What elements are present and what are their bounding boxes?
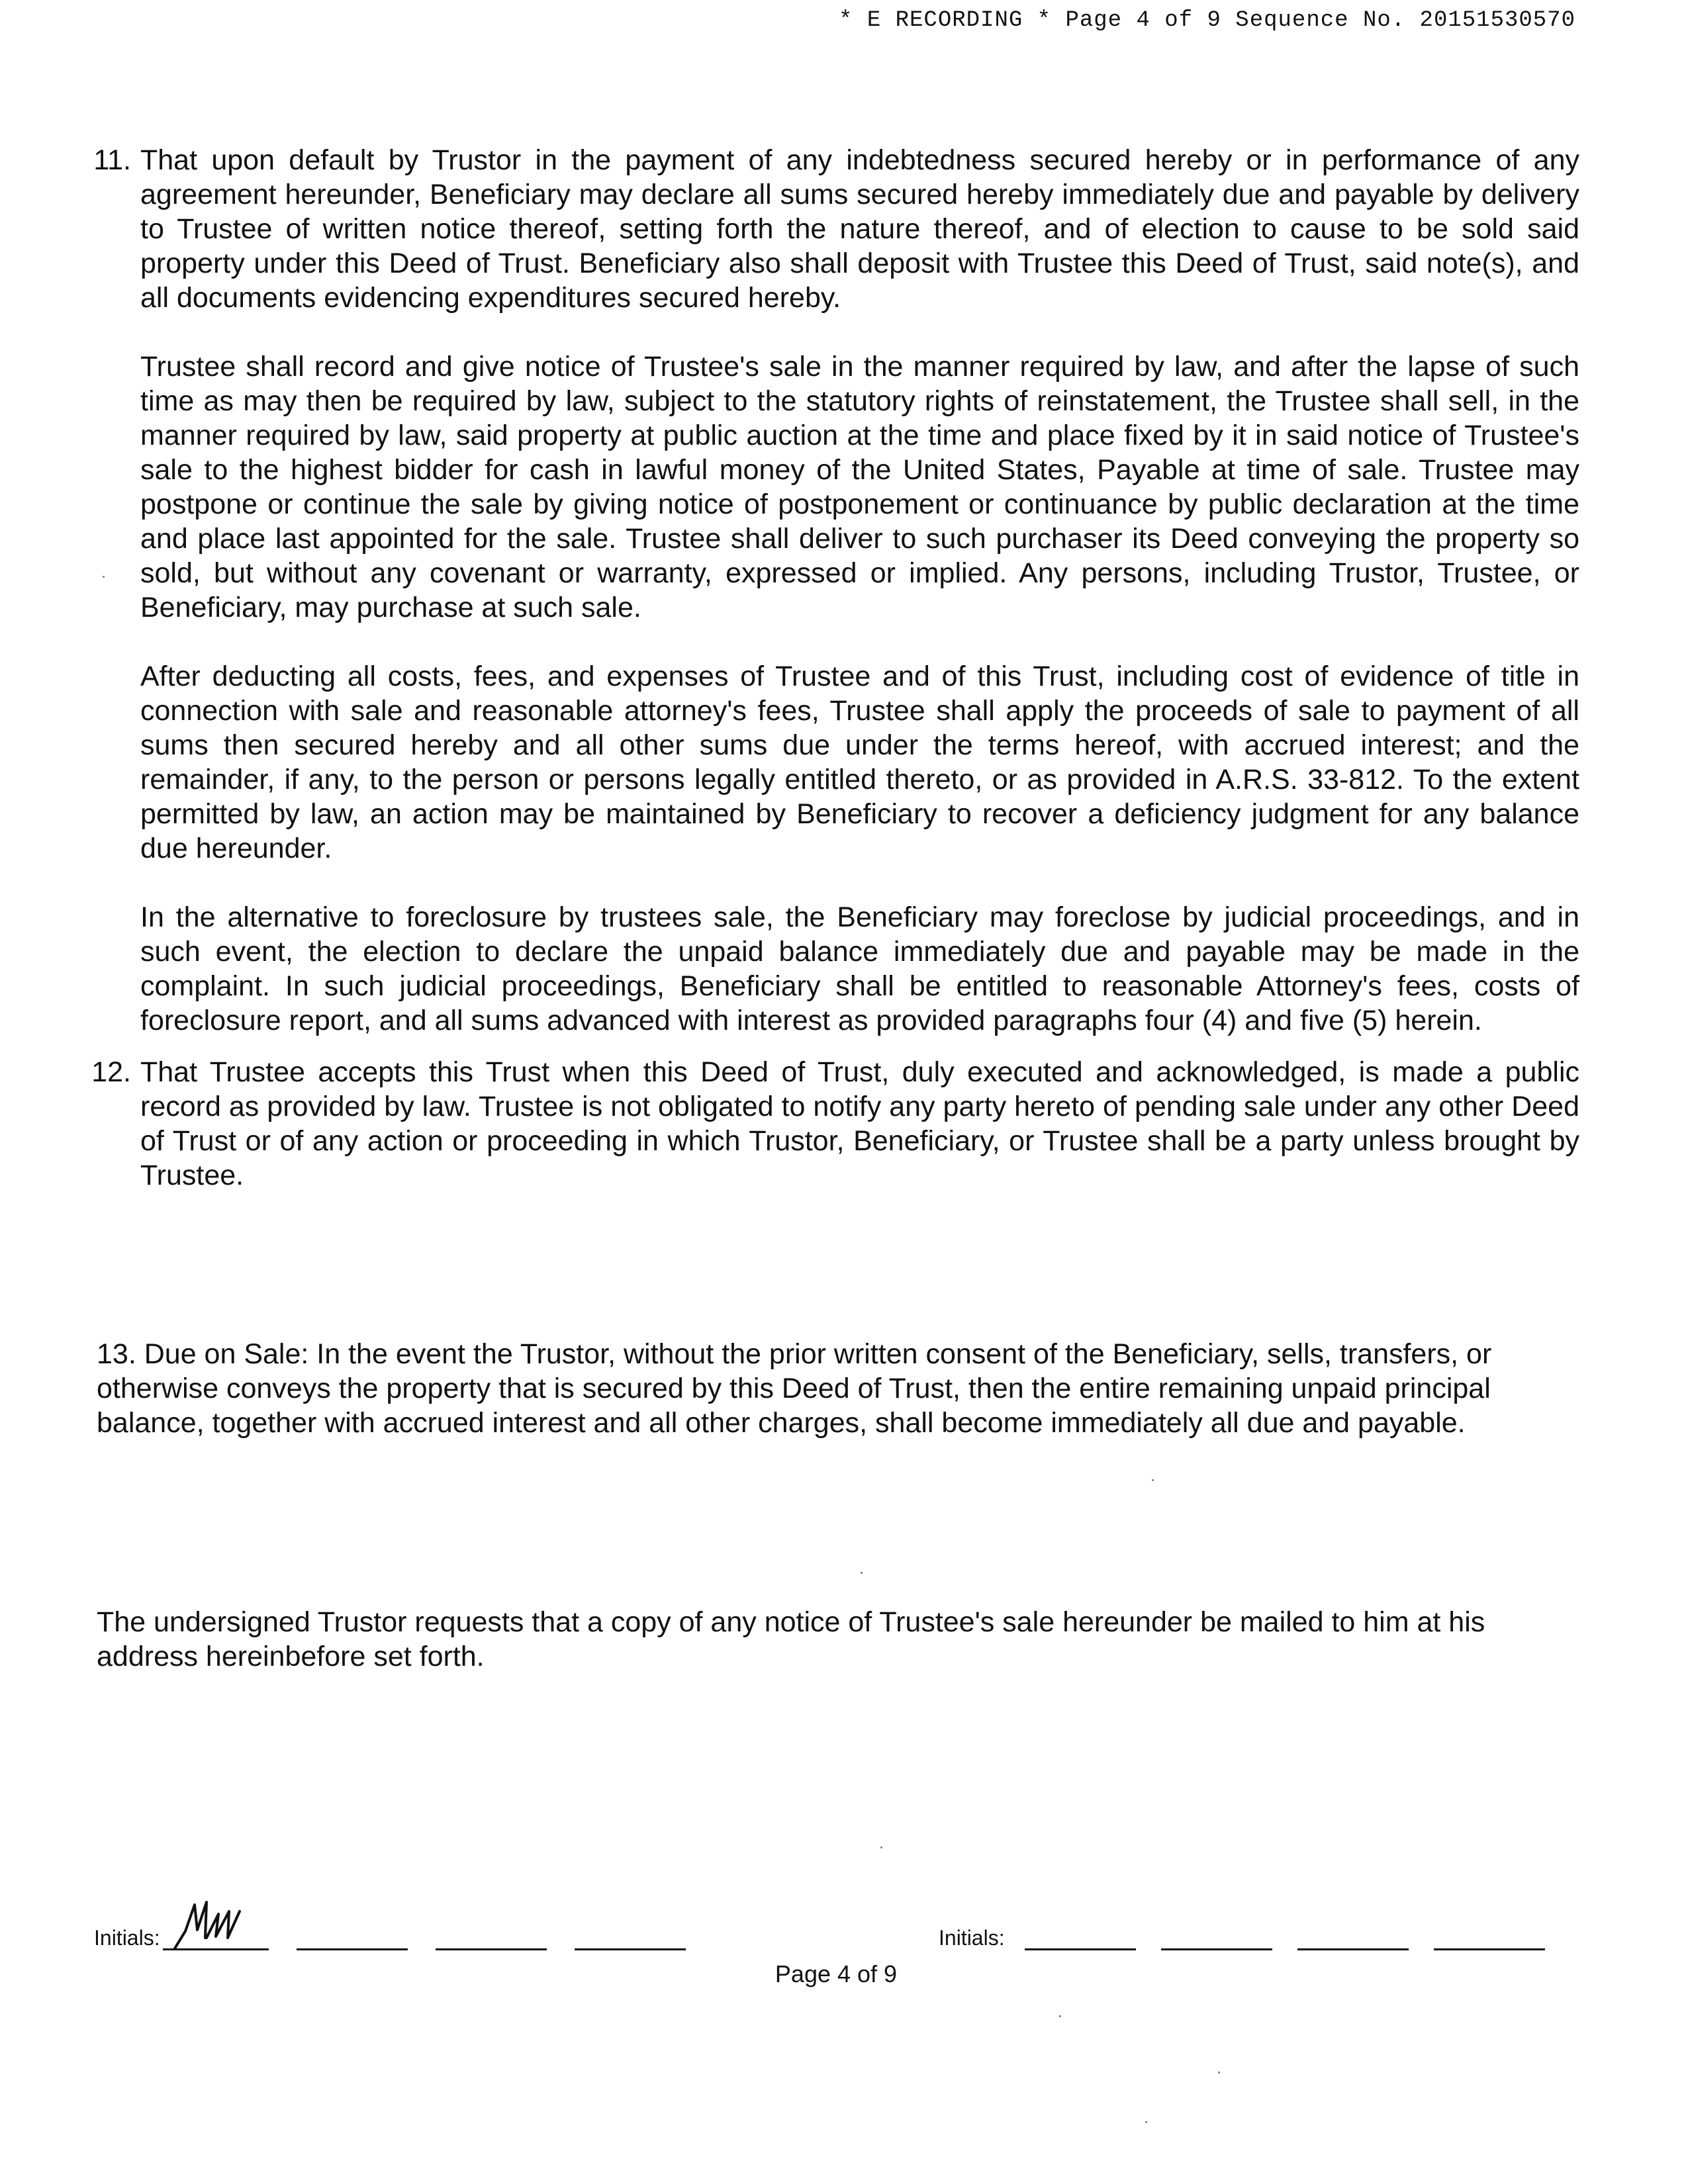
initials-line[interactable] bbox=[1025, 1922, 1136, 1950]
document-body bbox=[91, 143, 1579, 1193]
signature-initials-mark bbox=[172, 1891, 258, 1952]
section-11 bbox=[93, 143, 1579, 315]
scan-speck bbox=[1145, 2121, 1147, 2123]
section-12-paragraph: That Trustee accepts this Trust when this Deed of Trust, duly executed and acknowledged, is made a public record as provided by law. Trustee is not obligated to notify any party hereto of pending sale under any other Deed of Trust or of any action or proceeding in which Trustor, Beneficiary, or Trustee shall be a party unless brought by Trustee. bbox=[140, 1056, 1579, 1191]
scan-speck bbox=[103, 576, 105, 578]
scan-speck bbox=[1152, 1479, 1154, 1481]
section-number: 12. bbox=[91, 1056, 131, 1088]
section-11-paragraph-3: After deducting all costs, fees, and expenses of Trustee and of this Trust, including cost of evidence of title in connection with sale and reasonable attorney's fees, Trustee shall apply the proceeds of sale to payment of all sums then secured hereby and all other sums due under the terms hereof, with accrued interest; and the remainder, if any, to the person or persons legally entitled thereto, or as provided in A.R.S. 33-812. To the extent permitted by law, an action may be maintained by Beneficiary to recover a deficiency judgment for any balance due hereunder. bbox=[140, 660, 1579, 864]
initials-line[interactable] bbox=[1434, 1922, 1545, 1950]
recording-header: * E RECORDING * Page 4 of 9 Sequence No. 20151530570 bbox=[839, 8, 1575, 33]
initials-line[interactable] bbox=[1161, 1922, 1272, 1950]
initials-left-block bbox=[94, 1922, 686, 1950]
scan-speck bbox=[1218, 2071, 1220, 2073]
section-11-paragraph-2: Trustee shall record and give notice of Trustee's sale in the manner required by law, and after the lapse of such time as may then be required by law, subject to the statutory rights of reinstatement, the Trustee shall sell, in the manner required by law, said property at public auction at the time and place fixed by it in said notice of Trustee's sale to the highest bidder for cash in lawful money of the United States, Payable at time of sale. Trustee may postpone or continue the sale by giving notice of postponement or continuance by public declaration at the time and place last appointed for the sale. Trustee shall deliver to such purchaser its Deed conveying the property so sold, but without any covenant or warranty, expressed or implied. Any persons, including Trustor, Trustee, or Beneficiary, may purchase at such sale. bbox=[140, 351, 1579, 623]
initials-line[interactable] bbox=[575, 1922, 686, 1950]
initials-label: Initials: bbox=[939, 1926, 1005, 1950]
section-11-paragraph-4: In the alternative to foreclosure by trustees sale, the Beneficiary may foreclose by judicial proceedings, and in such event, the election to declare the unpaid balance immediately due and payable may be made in the complaint. In such judicial proceedings, Beneficiary shall be entitled to reasonable Attorney's fees, costs of foreclosure report, and all sums advanced with interest as provided paragraphs four (4) and five (5) herein. bbox=[140, 901, 1579, 1036]
scan-speck bbox=[1059, 2015, 1061, 2017]
scan-speck bbox=[880, 1846, 882, 1848]
scan-speck bbox=[861, 1572, 863, 1574]
initials-label: Initials: bbox=[94, 1926, 160, 1950]
page-number bbox=[0, 1960, 1688, 1988]
section-13-paragraph: 13. Due on Sale: In the event the Trustor, without the prior written consent of the Beneficiary, sells, transfers, or otherwise conveys the property that is secured by this Deed of Trust, then the entire remaining unpaid principal balance, together with accrued interest and all other charges, shall become immediately all due and payable. bbox=[97, 1338, 1492, 1439]
mailing-request-paragraph: The undersigned Trustor requests that a copy of any notice of Trustee's sale hereunder be mailed to him at his address hereinbefore set forth. bbox=[97, 1606, 1485, 1672]
initials-line[interactable] bbox=[1297, 1922, 1409, 1950]
initials-line[interactable] bbox=[436, 1922, 547, 1950]
initials-line[interactable] bbox=[163, 1922, 269, 1950]
initials-line[interactable] bbox=[297, 1922, 408, 1950]
initials-right-block bbox=[939, 1922, 1545, 1950]
section-12 bbox=[91, 1055, 1579, 1193]
page-footer bbox=[0, 1906, 1688, 2038]
page-number-label: Page 4 of 9 bbox=[774, 1960, 898, 1987]
section-11-paragraph-1: That upon default by Trustor in the payment of any indebtedness secured hereby or in performance of any agreement hereunder, Beneficiary may declare all sums secured hereby immediately due and payable by delivery to Trustee of written notice thereof, setting forth the nature thereof, and of election to cause to be sold said property under this Deed of Trust. Beneficiary also shall deposit with Trustee this Deed of Trust, said note(s), and all documents evidencing expenditures secured hereby. bbox=[140, 144, 1579, 314]
section-number: 11. bbox=[93, 144, 131, 176]
